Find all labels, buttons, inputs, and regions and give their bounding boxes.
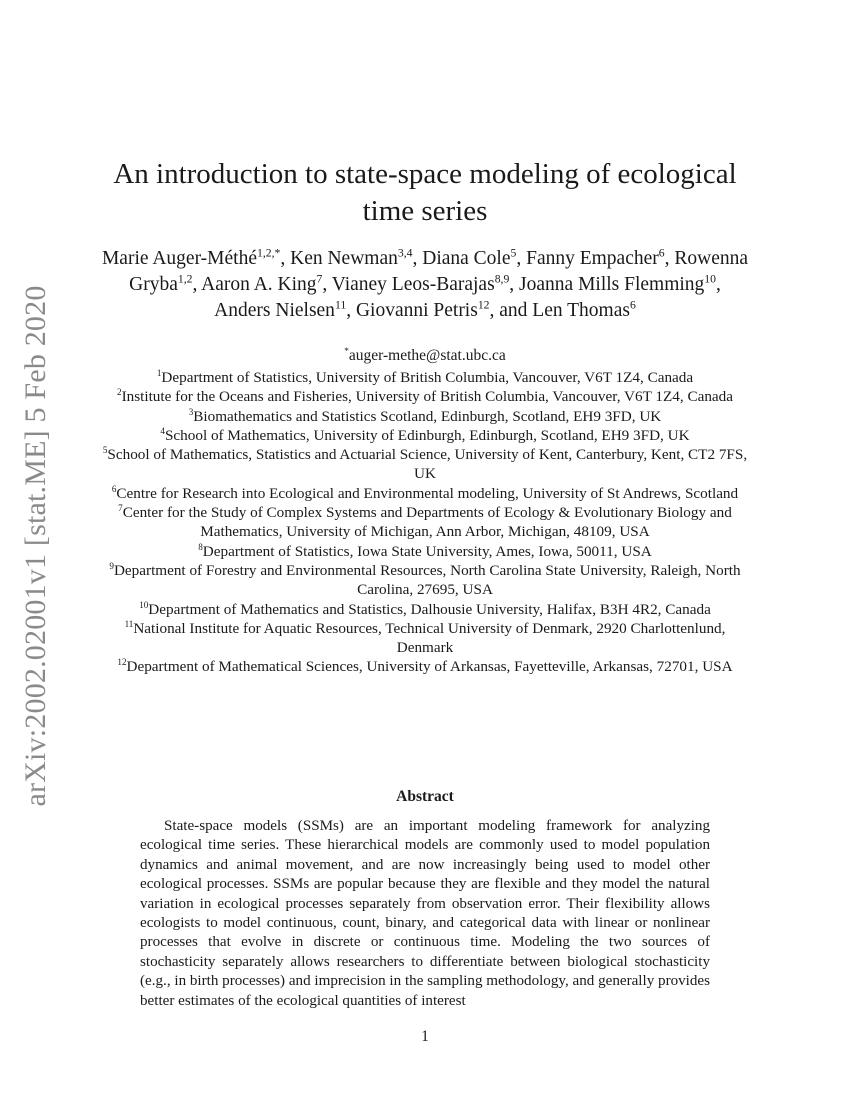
author xyxy=(356,300,490,321)
affiliation-number: 5 xyxy=(102,445,108,456)
author-affiliation-marker: 8,9 xyxy=(494,272,510,286)
affiliation-text: National Institute for Aquatic Resources, Technical University of Denmark, 2920 Charlottenlund, Denmark xyxy=(133,619,726,657)
affiliation-number: 12 xyxy=(117,657,127,668)
author-affiliation-marker: 6 xyxy=(658,246,665,260)
affiliation-text: Department of Mathematics and Statistics, Dalhousie University, Halifax, B3H 4R2, Canada xyxy=(148,600,711,618)
author-list xyxy=(100,246,750,324)
author-separator: , xyxy=(346,300,356,321)
author-name: Giovanni Petris xyxy=(355,300,478,321)
author-separator: , xyxy=(509,274,520,295)
affiliation xyxy=(95,426,755,445)
author xyxy=(214,300,346,321)
affiliation xyxy=(95,387,755,406)
affiliation-text: Department of Statistics, Iowa State University, Ames, Iowa, 50011, USA xyxy=(202,542,652,560)
abstract-body: State-space models (SSMs) are an important modeling framework for analyzing ecological time series. These hierarchical models are commonly used to model population dynamics and animal movement, and are now increasingly being used to model other ecological processes. SSMs are popular because they are flexible and they model the natural variation in ecological processes separately from observation error. Their flexibility allows ecologists to model continuous, count, binary, and categorical data with linear or nonlinear processes that evolve in discrete or continuous time. Modeling the two sources of stochasticity separately allows researchers to differentiate between biological stochasticity (e.g., in birth processes) and imprecision in the sampling methodology, and generally provides better estimates of the ecological quantities of interest xyxy=(140,818,710,1009)
author xyxy=(201,274,322,295)
author-affiliation-marker: 6 xyxy=(629,298,636,312)
page-number: 1 xyxy=(421,1028,429,1045)
affiliation-number: 7 xyxy=(118,503,123,514)
author-name: Diana Cole xyxy=(422,248,511,269)
affiliation-text: Department of Forestry and Environmental Resources, North Carolina State University, Raleigh, North Carolina, 27695, USA xyxy=(113,561,741,599)
author-separator: , xyxy=(516,248,527,269)
affiliation xyxy=(95,561,755,600)
affiliation-text: School of Mathematics, University of Edinburgh, Edinburgh, Scotland, EH9 3FD, UK xyxy=(164,426,690,444)
author-name: Anders Nielsen xyxy=(214,300,335,321)
author-name: Aaron A. King xyxy=(201,274,317,295)
affiliation xyxy=(95,619,755,658)
corresponding-email: auger-methe@stat.ubc.ca xyxy=(348,347,506,364)
author-separator: , xyxy=(412,248,423,269)
author xyxy=(422,248,516,269)
affiliation xyxy=(95,368,755,387)
affiliation-number: 1 xyxy=(156,367,162,378)
author-name: Fanny Empacher xyxy=(526,248,659,269)
arxiv-identifier-stamp: arXiv:2002.02001v1 [stat.ME] 5 Feb 2020 xyxy=(19,285,52,807)
author-separator: , xyxy=(192,274,202,295)
affiliation xyxy=(95,484,755,503)
affiliation-number: 6 xyxy=(111,483,117,494)
affiliation-text: Department of Statistics, University of British Columbia, Vancouver, V6T 1Z4, Canada xyxy=(161,369,694,386)
affiliation-list xyxy=(95,368,755,677)
author-name: Len Thomas xyxy=(532,300,630,321)
affiliation xyxy=(95,445,755,484)
author-name: Ken Newman xyxy=(290,248,398,269)
author xyxy=(519,274,716,295)
author-separator: , xyxy=(664,248,675,269)
author-name: Vianey Leos-Barajas xyxy=(331,274,495,295)
author-name: Rowenna Gryba xyxy=(129,248,749,295)
affiliation xyxy=(95,600,755,619)
author xyxy=(526,248,665,269)
affiliation-number: 11 xyxy=(124,618,134,629)
author-affiliation-marker: 7 xyxy=(316,272,323,286)
affiliation-text: Biomathematics and Statistics Scotland, Edinburgh, Scotland, EH9 3FD, UK xyxy=(193,407,662,425)
affiliation-number: 9 xyxy=(109,560,114,571)
author xyxy=(332,274,510,295)
author-affiliation-marker: 11 xyxy=(334,298,347,312)
affiliation xyxy=(95,503,755,542)
author-final-separator: , and xyxy=(489,300,533,321)
author xyxy=(102,248,280,269)
affiliation-number: 2 xyxy=(117,387,122,398)
affiliation xyxy=(95,542,755,561)
affiliation-number: 10 xyxy=(139,599,149,610)
affiliation-text: Department of Mathematical Sciences, University of Arkansas, Fayetteville, Arkansas, 72701, USA xyxy=(126,658,733,676)
author-affiliation-marker: 1,2 xyxy=(177,272,193,286)
author-separator: , xyxy=(280,248,291,269)
author xyxy=(290,248,412,269)
author-affiliation-marker: 3,4 xyxy=(397,246,413,260)
author-affiliation-marker: 5 xyxy=(510,246,517,260)
corresponding-marker: * xyxy=(344,346,349,357)
author-affiliation-marker: 12 xyxy=(477,298,490,312)
author-separator: , xyxy=(715,274,721,295)
abstract-heading: Abstract xyxy=(396,788,454,805)
paper-title: An introduction to state-space modeling of ecological time series xyxy=(113,158,737,227)
corresponding-author xyxy=(100,346,750,365)
author-name: Joanna Mills Flemming xyxy=(519,274,705,295)
author-affiliation-marker: 1,2,* xyxy=(256,246,281,260)
author-name: Marie Auger-Méthé xyxy=(101,248,257,269)
affiliation-number: 8 xyxy=(198,541,203,552)
affiliation-text: Institute for the Oceans and Fisheries, University of British Columbia, Vancouver, V6T 1Z4, Canada xyxy=(121,388,733,406)
affiliation xyxy=(95,407,755,426)
affiliation-text: Center for the Study of Complex Systems and Departments of Ecology & Evolutionary Biology and Mathematics, University of Michigan, Ann Arbor, Michigan, 48109, USA xyxy=(122,504,732,541)
author xyxy=(532,300,636,321)
author-separator: , xyxy=(322,274,332,295)
affiliation xyxy=(95,657,755,676)
author-affiliation-marker: 10 xyxy=(704,272,716,286)
affiliation-number: 4 xyxy=(160,425,165,436)
affiliation-text: Centre for Research into Ecological and Environmental modeling, University of St Andrews, Scotland xyxy=(116,484,739,502)
affiliation-number: 3 xyxy=(188,406,194,417)
affiliation-text: School of Mathematics, Statistics and Actuarial Science, University of Kent, Canterbury, Kent, CT2 7FS, UK xyxy=(107,446,748,483)
